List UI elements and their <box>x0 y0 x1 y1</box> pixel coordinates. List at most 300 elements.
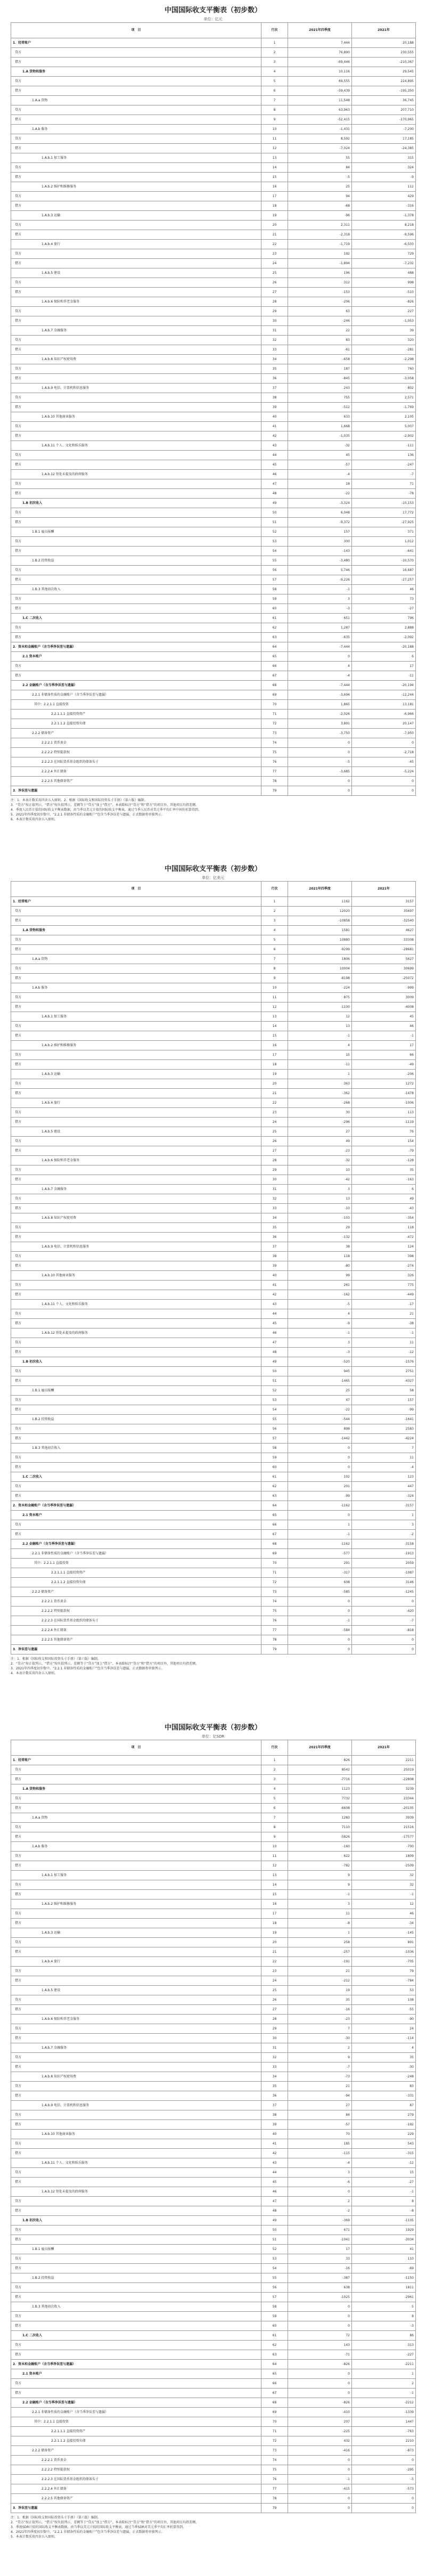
year-value: -2961 <box>352 2293 416 2302</box>
row-label: 2.2 金融账户（含当季净误差与遗漏） <box>11 2398 261 2408</box>
table-row <box>11 67 416 77</box>
row-label: 贷方 <box>11 2082 261 2091</box>
quarter-value: -658 <box>288 355 352 364</box>
year-value: -2,298 <box>352 355 416 364</box>
row-line-number: 49 <box>261 2216 288 2226</box>
row-label: 1.A.b.5 建设 <box>11 268 261 278</box>
row-line-number: 8 <box>261 105 288 115</box>
table-row <box>11 2504 416 2513</box>
quarter-value: -512 <box>288 403 352 412</box>
row-label: 借方 <box>11 1261 261 1271</box>
quarter-value: -8198 <box>288 974 352 983</box>
table-row <box>11 1185 416 1194</box>
row-line-number: 14 <box>261 1880 288 1890</box>
year-value: 118 <box>352 1223 416 1233</box>
quarter-value: 0 <box>288 1607 352 1616</box>
table-row <box>11 1852 416 1861</box>
table-row <box>11 2024 416 2034</box>
quarter-value: 1283 <box>288 1813 352 1823</box>
row-label: 1.A.b.10 其他商业服务 <box>11 2130 261 2139</box>
row-label: 借方 <box>11 671 261 681</box>
row-label: 1．经常账户 <box>11 1756 261 1765</box>
row-line-number: 39 <box>261 403 288 412</box>
quarter-value: 671 <box>288 2226 352 2235</box>
year-value: 46 <box>352 585 416 594</box>
row-line-number: 51 <box>261 1376 288 1386</box>
table-row <box>11 2101 416 2110</box>
year-value: -818 <box>352 1626 416 1635</box>
quarter-value: 187 <box>288 364 352 374</box>
year-value: 227 <box>352 307 416 316</box>
row-label: 贷方 <box>11 1165 261 1175</box>
table-row <box>11 2063 416 2072</box>
row-line-number: 29 <box>261 1165 288 1175</box>
year-value: 230,555 <box>352 48 416 58</box>
note-line: 注：1．根据《国际收支和国际投资头寸手册》（第六版）编制。 <box>11 2516 101 2520</box>
table-row <box>11 719 416 729</box>
table-row <box>11 2264 416 2273</box>
row-label: 借方 <box>11 575 261 585</box>
year-value: -78 <box>352 489 416 499</box>
row-label: 1.A.b.12 别处未提及的政府服务 <box>11 2187 261 2197</box>
table-title: 中国国际收支平衡表（初步数） <box>164 6 261 14</box>
quarter-value: 94 <box>288 192 352 201</box>
row-label: 贷方 <box>11 1967 261 1976</box>
quarter-value: -577 <box>288 1549 352 1559</box>
row-line-number: 37 <box>261 2101 288 2110</box>
table-row <box>11 1756 416 1765</box>
row-label: 借方 <box>11 2091 261 2101</box>
row-label: 1.A.b.3 运输 <box>11 1928 261 1938</box>
quarter-value: 0 <box>288 2456 352 2465</box>
table-row <box>11 1823 416 1832</box>
row-line-number: 11 <box>261 1852 288 1861</box>
quarter-value: 21 <box>288 1967 352 1976</box>
year-value: -2,092 <box>352 633 416 642</box>
row-line-number: 61 <box>261 614 288 623</box>
quarter-value: -1 <box>288 1890 352 1900</box>
row-label: 借方 <box>11 1434 261 1444</box>
quarter-value: 875 <box>288 993 352 1002</box>
table-row <box>11 2398 416 2408</box>
row-label: 借方 <box>11 1348 261 1357</box>
year-value: -354 <box>352 1213 416 1223</box>
year-value: 66 <box>352 1050 416 1060</box>
note-line: 注：1．根据《国际收支和国际投资头寸手册》（第六版）编制。 <box>11 1657 101 1661</box>
table-row <box>11 2369 416 2379</box>
row-line-number: 52 <box>261 1386 288 1396</box>
quarter-value: -206 <box>288 297 352 307</box>
table-row <box>11 1146 416 1156</box>
year-value: 3146 <box>352 1578 416 1587</box>
row-line-number: 53 <box>261 2254 288 2264</box>
table-row <box>11 1386 416 1396</box>
row-line-number: 28 <box>261 297 288 307</box>
row-label: 贷方 <box>11 993 261 1002</box>
row-line-number: 70 <box>261 1559 288 1568</box>
row-line-number: 6 <box>261 945 288 955</box>
table-row <box>11 1175 416 1185</box>
row-line-number: 7 <box>261 96 288 105</box>
row-line-number: 73 <box>261 729 288 738</box>
row-line-number: 39 <box>261 1261 288 1271</box>
year-value: 0 <box>352 1645 416 1654</box>
row-line-number: 72 <box>261 719 288 729</box>
quarter-value: -22 <box>288 489 352 499</box>
row-label: 贷方 <box>11 221 261 230</box>
row-label: 1.A.b.1 加工服务 <box>11 1871 261 1880</box>
table-row <box>11 460 416 470</box>
year-value: 7 <box>352 1444 416 1453</box>
year-value: 35 <box>352 1165 416 1175</box>
row-line-number: 36 <box>261 1233 288 1242</box>
row-label: 借方 <box>11 1832 261 1842</box>
row-label: 借方 <box>11 2120 261 2130</box>
row-line-number: 76 <box>261 2475 288 2484</box>
row-line-number: 36 <box>261 2091 288 2101</box>
quarter-value: 15 <box>288 1050 352 1060</box>
table-row <box>11 2475 416 2484</box>
row-label: 借方 <box>11 288 261 297</box>
row-label: 贷方 <box>11 1108 261 1118</box>
year-value: 1 <box>352 2369 416 2379</box>
row-label: 1.A.b.5 建设 <box>11 1986 261 1995</box>
year-value: 2211 <box>352 1756 416 1765</box>
row-line-number: 76 <box>261 757 288 767</box>
table-row <box>11 336 416 345</box>
quarter-value: 0 <box>288 2187 352 2197</box>
row-label: 贷方 <box>11 1309 261 1319</box>
row-label: 贷方 <box>11 1022 261 1031</box>
row-line-number: 18 <box>261 1919 288 1928</box>
row-line-number: 26 <box>261 1137 288 1146</box>
row-line-number: 36 <box>261 374 288 384</box>
row-label: 贷方 <box>11 451 261 460</box>
year-value: 447 <box>352 1482 416 1491</box>
row-line-number: 21 <box>261 1947 288 1957</box>
year-value: 76 <box>352 1127 416 1137</box>
year-value: 73 <box>352 594 416 604</box>
row-line-number: 60 <box>261 604 288 614</box>
table-row <box>11 945 416 955</box>
quarter-value: -1,719 <box>288 240 352 249</box>
year-value: 0 <box>352 738 416 748</box>
quarter-value: -2 <box>288 2206 352 2216</box>
table-row <box>11 1501 416 1511</box>
row-line-number: 7 <box>261 955 288 964</box>
quarter-value: 17 <box>288 2245 352 2254</box>
column-header: 项 目 <box>11 23 261 38</box>
row-line-number: 25 <box>261 1127 288 1137</box>
row-label: 贷方 <box>11 2226 261 2235</box>
table-row <box>11 2110 416 2120</box>
year-value: 5,007 <box>352 422 416 431</box>
year-value: -4224 <box>352 1434 416 1444</box>
year-value: -227 <box>352 2350 416 2360</box>
row-line-number: 5 <box>261 935 288 945</box>
year-value: -2 <box>352 1530 416 1539</box>
row-label: 1.A.b 服务 <box>11 125 261 134</box>
row-line-number: 17 <box>261 1050 288 1060</box>
row-line-number: 23 <box>261 1967 288 1976</box>
table-row <box>11 671 416 681</box>
table-row <box>11 508 416 518</box>
table-row <box>11 2053 416 2063</box>
year-value: -43 <box>352 1204 416 1213</box>
year-value: 324 <box>352 163 416 173</box>
year-value: 313 <box>352 2341 416 2350</box>
row-label: 贷方 <box>11 1453 261 1463</box>
row-label: 1.A 货物和服务 <box>11 67 261 77</box>
row-label: 贷方 <box>11 662 261 671</box>
year-value: 17 <box>352 662 416 671</box>
year-value: -6,966 <box>352 710 416 719</box>
quarter-value: -5 <box>288 757 352 767</box>
quarter-value: -4 <box>288 671 352 681</box>
row-label: 贷方 <box>11 307 261 316</box>
table-row <box>11 1957 416 1967</box>
row-line-number: 56 <box>261 566 288 575</box>
quarter-value: 7110 <box>288 1823 352 1832</box>
row-line-number: 47 <box>261 1338 288 1348</box>
table-row <box>11 105 416 115</box>
quarter-value: -7,024 <box>288 144 352 153</box>
row-label: 1.A.b.10 其他商业服务 <box>11 412 261 422</box>
year-value: 21516 <box>352 1823 416 1832</box>
row-line-number: 62 <box>261 1482 288 1491</box>
row-line-number: 42 <box>261 2149 288 2158</box>
row-line-number: 24 <box>261 1118 288 1127</box>
row-line-number: 2 <box>261 48 288 58</box>
year-value: -6,503 <box>352 240 416 249</box>
year-value: 998 <box>352 278 416 288</box>
row-label: 贷方 <box>11 1223 261 1233</box>
table-row <box>11 1376 416 1386</box>
row-label: 2．资本和金融账户（含当季净误差与遗漏） <box>11 1501 261 1511</box>
table-row <box>11 479 416 489</box>
row-line-number: 31 <box>261 326 288 336</box>
year-value: -274 <box>352 1261 416 1271</box>
quarter-value: 27 <box>288 2101 352 2110</box>
year-value: 39 <box>352 326 416 336</box>
unit-label: 单位：亿元 <box>203 17 223 21</box>
year-value: 23344 <box>352 1794 416 1804</box>
row-line-number: 1 <box>261 1756 288 1765</box>
table-row <box>11 2427 416 2436</box>
row-label: 借方 <box>11 1405 261 1415</box>
quarter-value: 13 <box>288 1194 352 1204</box>
row-line-number: 40 <box>261 2130 288 2139</box>
year-value: -1641 <box>352 1415 416 1424</box>
table-row <box>11 441 416 451</box>
year-value: 3239 <box>352 1784 416 1794</box>
quarter-value: -1025 <box>288 2293 352 2302</box>
row-label: 贷方 <box>11 77 261 86</box>
year-value: -1478 <box>352 1089 416 1098</box>
row-label: 3．净误差与遗漏 <box>11 2504 261 2513</box>
row-label: 2.2.1.1.1 直接投资资产 <box>11 1568 261 1578</box>
row-line-number: 70 <box>261 700 288 710</box>
row-line-number: 53 <box>261 537 288 547</box>
row-label: 1.B.1 雇员报酬 <box>11 2245 261 2254</box>
row-line-number: 11 <box>261 134 288 144</box>
table-row <box>11 288 416 297</box>
quarter-value: -1,894 <box>288 259 352 268</box>
year-value: 0 <box>352 2504 416 2513</box>
year-value: 71 <box>352 479 416 489</box>
table-row <box>11 1233 416 1242</box>
row-line-number: 75 <box>261 2465 288 2475</box>
row-line-number: 6 <box>261 86 288 96</box>
unit-label: 单位：亿SDR <box>201 1734 225 1739</box>
year-value: 0 <box>352 2456 416 2465</box>
row-label: 1.B 初次收入 <box>11 499 261 508</box>
row-label: 借方 <box>11 1919 261 1928</box>
row-label: 2.1 资本账户 <box>11 652 261 662</box>
table-row <box>11 1338 416 1348</box>
row-label: 1.A.b.11 个人、文化和娱乐服务 <box>11 1300 261 1309</box>
row-label: 借方 <box>11 2206 261 2216</box>
row-line-number: 22 <box>261 240 288 249</box>
table-row <box>11 2350 416 2360</box>
row-line-number: 79 <box>261 2504 288 2513</box>
year-value: 315 <box>352 153 416 163</box>
row-line-number: 73 <box>261 2446 288 2456</box>
quarter-value: -16 <box>288 2005 352 2015</box>
row-label: 借方 <box>11 916 261 926</box>
quarter-value: 84 <box>288 163 352 173</box>
year-value: -195,350 <box>352 86 416 96</box>
year-value: 110 <box>352 2254 416 2264</box>
year-value: -1339 <box>352 2408 416 2417</box>
year-value: 13,181 <box>352 700 416 710</box>
row-label: 借方 <box>11 518 261 527</box>
year-value: -4 <box>352 1463 416 1472</box>
year-value: -22808 <box>352 1775 416 1784</box>
table-row <box>11 1616 416 1626</box>
quarter-value: -387 <box>288 2273 352 2283</box>
year-value: -8 <box>352 2206 416 2216</box>
year-value: -99 <box>352 1405 416 1415</box>
year-value: 1929 <box>352 2226 416 2235</box>
year-value: 0 <box>352 2494 416 2504</box>
quarter-value: -9299 <box>288 945 352 955</box>
row-line-number: 56 <box>261 1424 288 1434</box>
quarter-value: 0 <box>288 748 352 757</box>
year-value: 1272 <box>352 1079 416 1089</box>
row-label: 1.A.b.6 保险和养老金服务 <box>11 1156 261 1165</box>
row-line-number: 3 <box>261 916 288 926</box>
quarter-value: 11 <box>288 1909 352 1919</box>
row-line-number: 54 <box>261 1405 288 1415</box>
row-line-number: 19 <box>261 1928 288 1938</box>
row-line-number: 53 <box>261 1396 288 1405</box>
quarter-value: 0 <box>288 2388 352 2398</box>
quarter-value: -23 <box>288 1146 352 1156</box>
row-label: 1.A.b.6 保险和养老金服务 <box>11 2015 261 2024</box>
table-row <box>11 2417 416 2427</box>
year-value: -3158 <box>352 1539 416 1549</box>
row-line-number: 12 <box>261 1002 288 1012</box>
table-row <box>11 2388 416 2398</box>
table-row <box>11 1367 416 1376</box>
table-row <box>11 1804 416 1813</box>
row-line-number: 16 <box>261 182 288 192</box>
row-label: 贷方 <box>11 364 261 374</box>
quarter-value: -1 <box>288 1328 352 1338</box>
row-label: 2.2.1.1.2 直接投资负债 <box>11 1578 261 1587</box>
quarter-value: 0 <box>288 2504 352 2513</box>
row-line-number: 51 <box>261 2235 288 2245</box>
quarter-value: 622 <box>288 1852 352 1861</box>
year-value: -2,902 <box>352 431 416 441</box>
quarter-value: -317 <box>288 1568 352 1578</box>
year-value: -705 <box>352 1957 416 1967</box>
table-row <box>11 2120 416 2130</box>
row-line-number: 14 <box>261 163 288 173</box>
table-row <box>11 2206 416 2216</box>
table-row <box>11 144 416 153</box>
table-row <box>11 268 416 278</box>
table-row <box>11 907 416 916</box>
row-label: 贷方 <box>11 1909 261 1919</box>
table-row <box>11 1995 416 2005</box>
row-line-number: 71 <box>261 2427 288 2436</box>
row-label: 借方 <box>11 2235 261 2245</box>
year-value: 112 <box>352 182 416 192</box>
table-row <box>11 1928 416 1938</box>
row-line-number: 13 <box>261 1012 288 1022</box>
table-row <box>11 1079 416 1089</box>
quarter-value: 0 <box>288 2465 352 2475</box>
note-line: 5．2021年四季度初步数中，“2.2.1 非储备性质的金融账户”包含当季净误差与遗漏，正式数据将单独列示。 <box>11 813 165 817</box>
year-value: -573 <box>352 2484 416 2494</box>
year-value: -90 <box>352 2015 416 2024</box>
quarter-value: -3 <box>288 1348 352 1357</box>
quarter-value: -71 <box>288 2350 352 2360</box>
year-value: -20105 <box>352 1804 416 1813</box>
row-line-number: 2 <box>261 907 288 916</box>
quarter-value: 83 <box>288 336 352 345</box>
row-line-number: 21 <box>261 230 288 240</box>
year-value: 20,188 <box>352 38 416 48</box>
row-line-number: 61 <box>261 1472 288 1482</box>
quarter-value: -4 <box>288 2158 352 2168</box>
year-value: 36,745 <box>352 96 416 105</box>
row-label: 借方 <box>11 1204 261 1213</box>
row-line-number: 20 <box>261 1938 288 1947</box>
year-value: -27 <box>352 604 416 614</box>
row-label: 贷方 <box>11 2379 261 2388</box>
row-line-number: 66 <box>261 662 288 671</box>
row-label: 贷方 <box>11 907 261 916</box>
year-value: -27 <box>352 2178 416 2187</box>
year-value: 429 <box>352 192 416 201</box>
row-label: 贷方 <box>11 1367 261 1376</box>
table-row <box>11 1290 416 1300</box>
quarter-value: 33 <box>288 2254 352 2264</box>
quarter-value: 63 <box>288 307 352 316</box>
row-line-number: 1 <box>261 897 288 907</box>
row-line-number: 16 <box>261 1900 288 1909</box>
row-label: 贷方 <box>11 566 261 575</box>
row-line-number: 27 <box>261 2005 288 2015</box>
quarter-value: -585 <box>288 1587 352 1597</box>
row-label: 贷方 <box>11 2168 261 2178</box>
table-row <box>11 2158 416 2168</box>
row-line-number: 4 <box>261 926 288 935</box>
table-row <box>11 1031 416 1041</box>
